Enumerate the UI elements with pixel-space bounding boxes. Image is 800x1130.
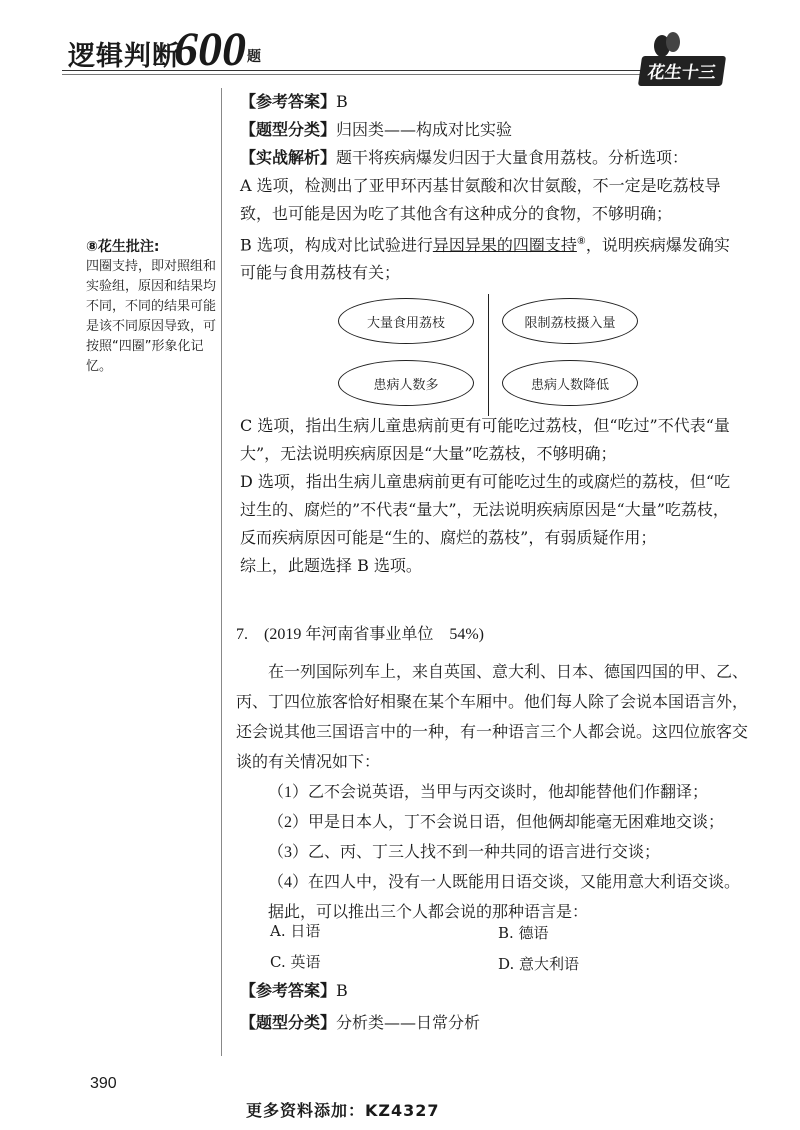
type-line: [240, 116, 738, 144]
condition-1: （1）乙不会说英语，当甲与丙交谈时，他却能替他们作翻译；: [268, 784, 709, 801]
option-d[interactable]: D. 意大利语: [498, 955, 580, 973]
book-number: 600: [174, 23, 246, 76]
peanut-logo-icon: [652, 30, 682, 58]
diagram-top-left: 大量食用荔枝: [338, 298, 474, 344]
diagram-divider: [488, 294, 489, 416]
type-value: 归因类——构成对比实验: [336, 120, 513, 139]
header-rule-thin: [62, 74, 646, 75]
book-title-suffix: 题: [247, 49, 261, 65]
option-c[interactable]: C. 英语: [270, 953, 321, 971]
q7-answer-tag: 【参考答案】: [240, 981, 337, 1000]
book-title: 逻辑判断: [68, 41, 180, 72]
question-ask: 据此，可以推出三个人都会说的那种语言是：: [268, 904, 589, 921]
option-a[interactable]: A. 日语: [270, 922, 321, 940]
diagram-bottom-right: 患病人数降低: [502, 360, 638, 406]
four-circle-support-link: 异因异果的四圈支持: [432, 235, 577, 255]
q7-answer-block: [240, 977, 738, 1037]
option-b-post: ，说明疾病爆发确实可能与食用荔枝有关；: [240, 235, 730, 283]
q7-type-tag: 【题型分类】: [240, 1013, 337, 1032]
condition-3: （3）乙、丙、丁三人找不到一种共同的语言进行交谈；: [268, 844, 661, 861]
header-rule: [62, 70, 646, 71]
analysis-line: [240, 144, 738, 172]
answer-block-top: [240, 88, 738, 287]
footer-contact: 更多资料添加：KZ4327: [246, 1101, 440, 1120]
side-note-title: ⑧花生批注:: [86, 239, 160, 255]
q7-answer-line: [240, 977, 738, 1005]
option-b[interactable]: B. 德语: [498, 924, 549, 942]
diagram-bottom-left: 患病人数多: [338, 360, 474, 406]
q7-answer-value: B: [336, 981, 348, 1000]
brand-label: 花生十三: [638, 56, 726, 86]
q7-type-line: [240, 1009, 738, 1037]
diagram-top-right: 限制荔枝摄入量: [502, 298, 638, 344]
side-note-body: 四圈支持，即对照组和实验组，原因和结果均不同，不同的结果可能是该不同原因导致，可按照“四圈”形象化记忆。: [86, 259, 217, 374]
side-note: [86, 237, 220, 377]
conclusion: 综上，此题选择 B 选项。: [240, 556, 422, 575]
question-stem: 在一列国际列车上，来自英国、意大利、日本、德国四国的甲、乙、丙、丁四位旅客恰好相聚在某个车厢中。他们每人除了会说本国语言外，还会说其他三国语言中的一种，有一种语言三个人都会说。这四位旅客交谈的有关情况如下：: [236, 664, 749, 771]
option-b-pre: B 选项，构成对比试验进行: [240, 235, 433, 255]
answer-block-bottom: [240, 412, 738, 580]
analysis-tag: 【实战解析】: [240, 148, 337, 167]
four-circle-diagram: [332, 290, 648, 416]
q7-type-value: 分析类——日常分析: [336, 1013, 481, 1032]
question-7: [236, 620, 756, 928]
condition-2: （2）甲是日本人，丁不会说日语，但他俩却能毫无困难地交谈；: [268, 814, 725, 831]
page-number: 390: [90, 1075, 117, 1092]
answer-tag: 【参考答案】: [240, 92, 337, 111]
margin-divider: [221, 88, 222, 1056]
answer-line: [240, 88, 738, 116]
question-heading: 7. (2019 年河南省事业单位 54%): [236, 626, 484, 643]
type-tag: 【题型分类】: [240, 120, 337, 139]
answer-value: B: [336, 92, 348, 111]
option-c-analysis: C 选项，指出生病儿童患病前更有可能吃过荔枝，但“吃过”不代表“量大”，无法说明疾病原因是“大量”吃荔枝，不够明确；: [240, 416, 730, 463]
analysis-intro: 题干将疾病爆发归因于大量食用荔枝。分析选项：: [336, 148, 689, 167]
option-b-analysis: [240, 228, 738, 287]
condition-4: （4）在四人中，没有一人既能用日语交谈，又能用意大利语交谈。: [268, 874, 741, 891]
option-d-analysis: D 选项，指出生病儿童患病前更有可能吃过生的或腐烂的荔枝，但“吃过生的、腐烂的”不代表“量大”，无法说明疾病原因是“大量”吃荔枝，反而疾病原因可能是“生的、腐烂的荔枝”，有弱质疑作用；: [240, 472, 731, 547]
note-marker: ⑧: [576, 236, 586, 247]
option-a-analysis: A 选项，检测出了亚甲环丙基甘氨酸和次甘氨酸，不一定是吃荔枝导致，也可能是因为吃了其他含有这种成分的食物，不够明确；: [240, 176, 721, 223]
